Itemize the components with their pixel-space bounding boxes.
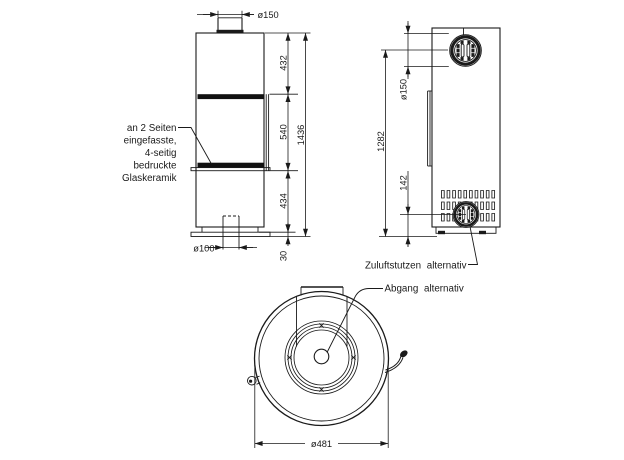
front-body-outline: [196, 33, 264, 227]
glass-note-line-4: bedruckte: [133, 160, 177, 172]
glass-note: [122, 123, 211, 184]
dim-side-flue-diameter-label: ø150: [398, 78, 409, 101]
dim-total-height-label: 1436: [296, 124, 306, 146]
front-plinth: [202, 227, 258, 232]
top-view: [248, 287, 409, 426]
front-air-inlet-pipe: [223, 216, 239, 250]
dim-flue-center-height-label: 1282: [376, 131, 386, 152]
dim-window-height-label: 540: [278, 124, 289, 140]
side-foot-left: [438, 231, 445, 234]
glass-top-band: [198, 94, 265, 99]
dim-front-flue-diameter-label: ø150: [257, 10, 279, 20]
dim-air-inlet-diameter-label: ø100: [193, 243, 215, 254]
dim-top-section-label: 432: [278, 55, 289, 71]
glass-note-line-1: an 2 Seiten: [126, 123, 177, 134]
dim-body-diameter-label: ø481: [310, 438, 333, 449]
top-flue-rings: [285, 321, 358, 394]
dim-air-inlet-center-height-label: 142: [398, 175, 409, 191]
front-base-plate: [191, 232, 270, 236]
front-flue-pipe: [217, 18, 244, 33]
dim-lower-section-label: 434: [278, 193, 289, 209]
glass-note-leader: [178, 128, 212, 165]
dim-base-height-label: 30: [278, 250, 289, 262]
glass-note-line-3: 4-seitig: [144, 148, 177, 159]
top-inner-rim-circle: [259, 296, 384, 421]
side-front-glass-panel: [428, 91, 432, 166]
flue-collar: [450, 35, 482, 67]
label-flue-outlet: Abgang alternativ: [384, 283, 464, 295]
window-sill-plate: [191, 168, 270, 171]
top-outer-circle: [255, 292, 389, 426]
side-foot-right: [479, 231, 486, 234]
front-dimensions: [197, 11, 311, 248]
label-air-inlet: Zuluftstutzen alternativ: [364, 260, 467, 272]
top-center-outlet-hole: [314, 349, 329, 364]
glass-note-line-2: eingefasste,: [123, 135, 177, 147]
front-view: [191, 18, 270, 250]
side-glass-edge: [266, 94, 268, 171]
side-view: [428, 28, 500, 234]
glass-bottom-band: [198, 163, 265, 168]
air-inlet-leader: [468, 227, 478, 265]
glass-note-line-5: Glaskeramik: [122, 173, 177, 184]
